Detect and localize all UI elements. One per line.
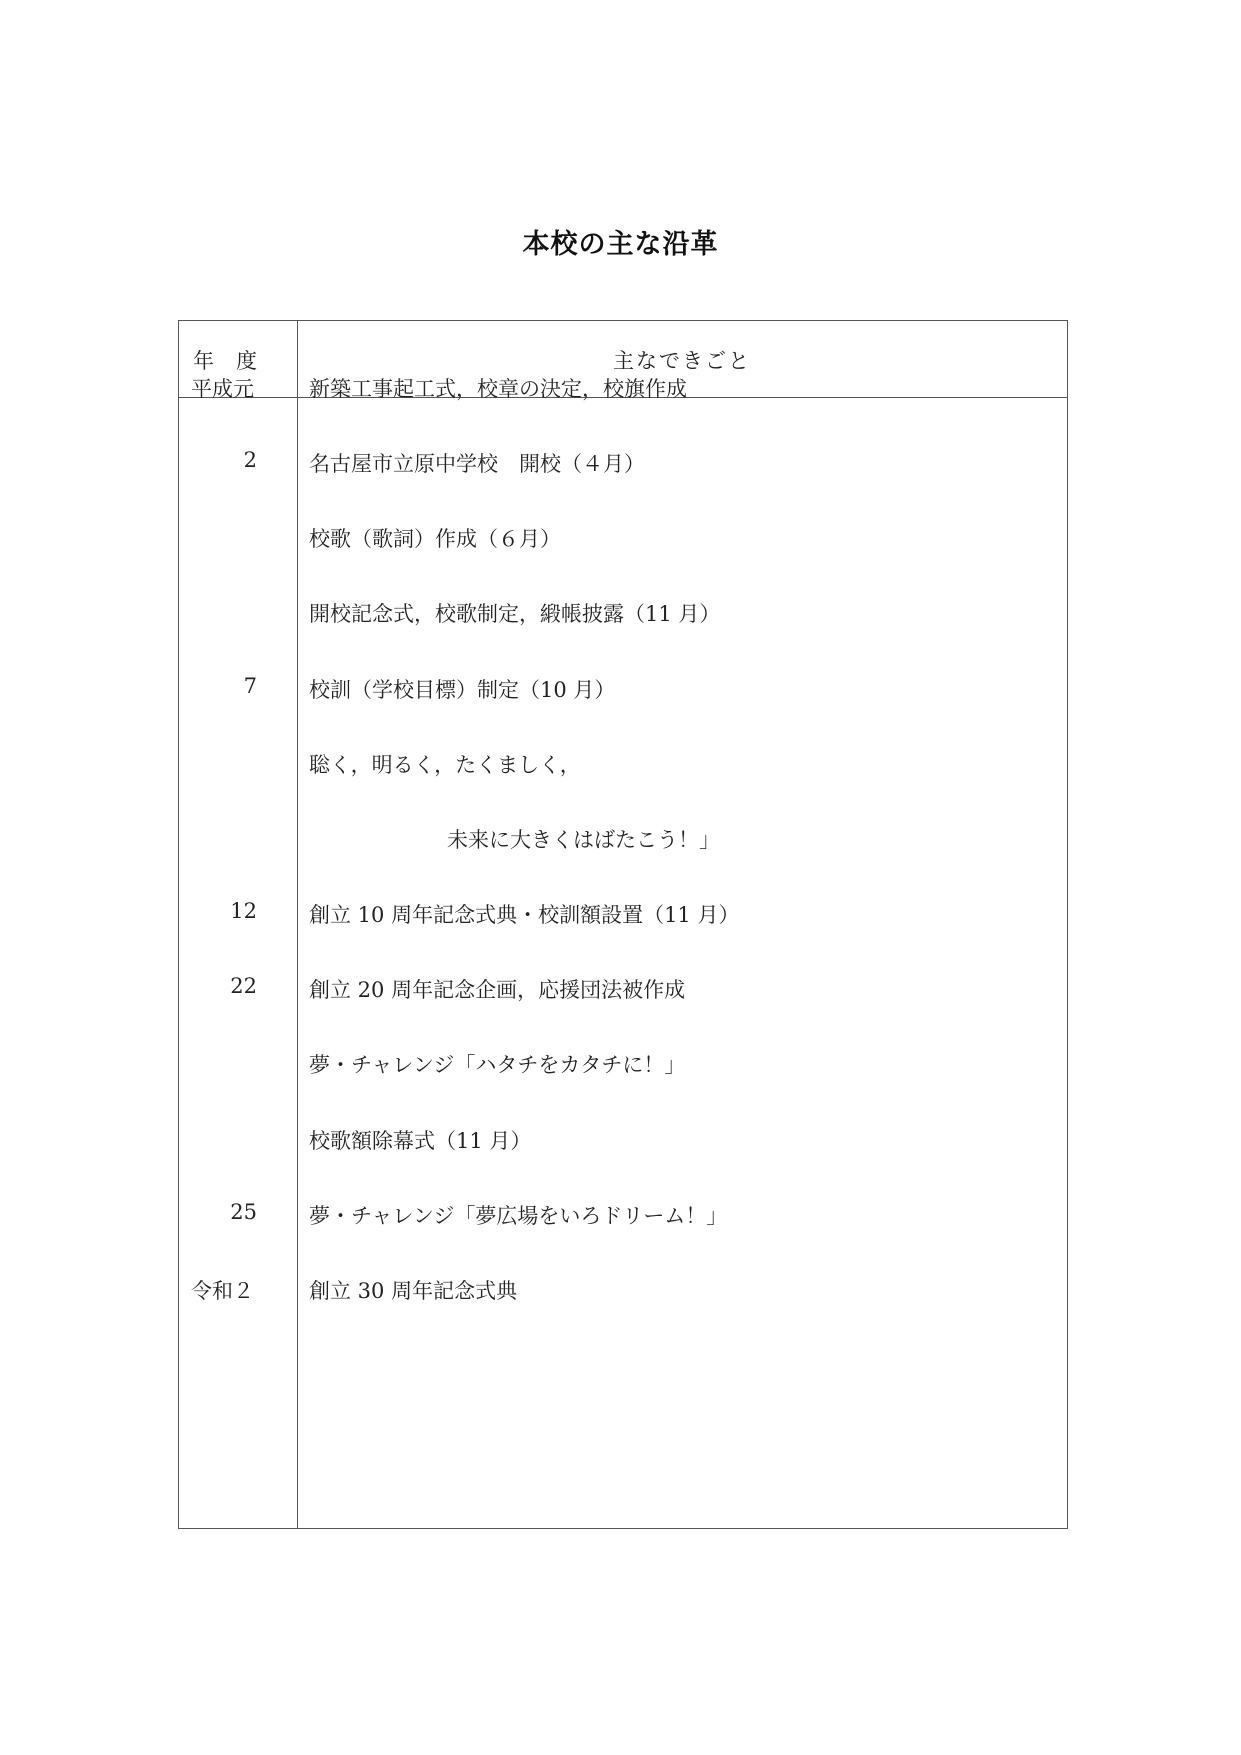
- table-row: [179, 1275, 1067, 1315]
- row-year: 7: [243, 674, 257, 698]
- row-year: 平成元: [191, 377, 254, 401]
- header-year-char-2: 度: [236, 349, 257, 373]
- row-event: 創立 10 周年記念式典・校訓額設置（11 月）: [309, 903, 740, 927]
- table-row: [179, 974, 1067, 1014]
- page-title: 本校の主な沿革: [522, 229, 719, 260]
- row-event: 校歌額除幕式（11 月）: [309, 1129, 532, 1153]
- row-event: 校歌（歌詞）作成（６月）: [309, 527, 561, 551]
- table-row: [179, 674, 1067, 714]
- table-row: [179, 824, 1067, 864]
- table-row: [179, 448, 1067, 488]
- row-event: 創立 20 周年記念企画，応援団法被作成: [309, 978, 686, 1002]
- table-row: [179, 373, 1067, 413]
- table-row: [179, 749, 1067, 789]
- row-year: 12: [230, 899, 257, 923]
- row-year: 令和２: [191, 1279, 254, 1303]
- history-table: [178, 320, 1068, 1529]
- row-event: 創立 30 周年記念式典: [309, 1279, 518, 1303]
- row-event: 校訓（学校目標）制定（10 月）: [309, 678, 616, 702]
- table-row: [179, 1049, 1067, 1089]
- row-event: 新築工事起工式，校章の決定，校旗作成: [309, 377, 687, 401]
- row-year: 2: [243, 448, 257, 472]
- table-row: [179, 523, 1067, 563]
- table-row: [179, 598, 1067, 638]
- row-event: 夢・チャレンジ「ハタチをカタチに！」: [309, 1053, 686, 1077]
- row-event: 開校記念式，校歌制定，緞帳披露（11 月）: [309, 602, 721, 626]
- table-row: [179, 1200, 1067, 1240]
- row-year: 25: [230, 1200, 257, 1224]
- header-year-char-1: 年: [193, 349, 214, 373]
- row-event: 夢・チャレンジ「夢広場をいろドリーム！」: [309, 1204, 728, 1228]
- header-year: [193, 345, 257, 375]
- table-row: [179, 899, 1067, 939]
- row-year: 22: [230, 974, 257, 998]
- row-event: 名古屋市立原中学校 開校（４月）: [309, 452, 645, 476]
- row-event: 未来に大きくはばたこう！」: [447, 828, 720, 852]
- row-event: 聡く，明るく，たくましく，: [309, 753, 581, 777]
- header-events: 主なできごと: [613, 349, 751, 373]
- table-row: [179, 1125, 1067, 1165]
